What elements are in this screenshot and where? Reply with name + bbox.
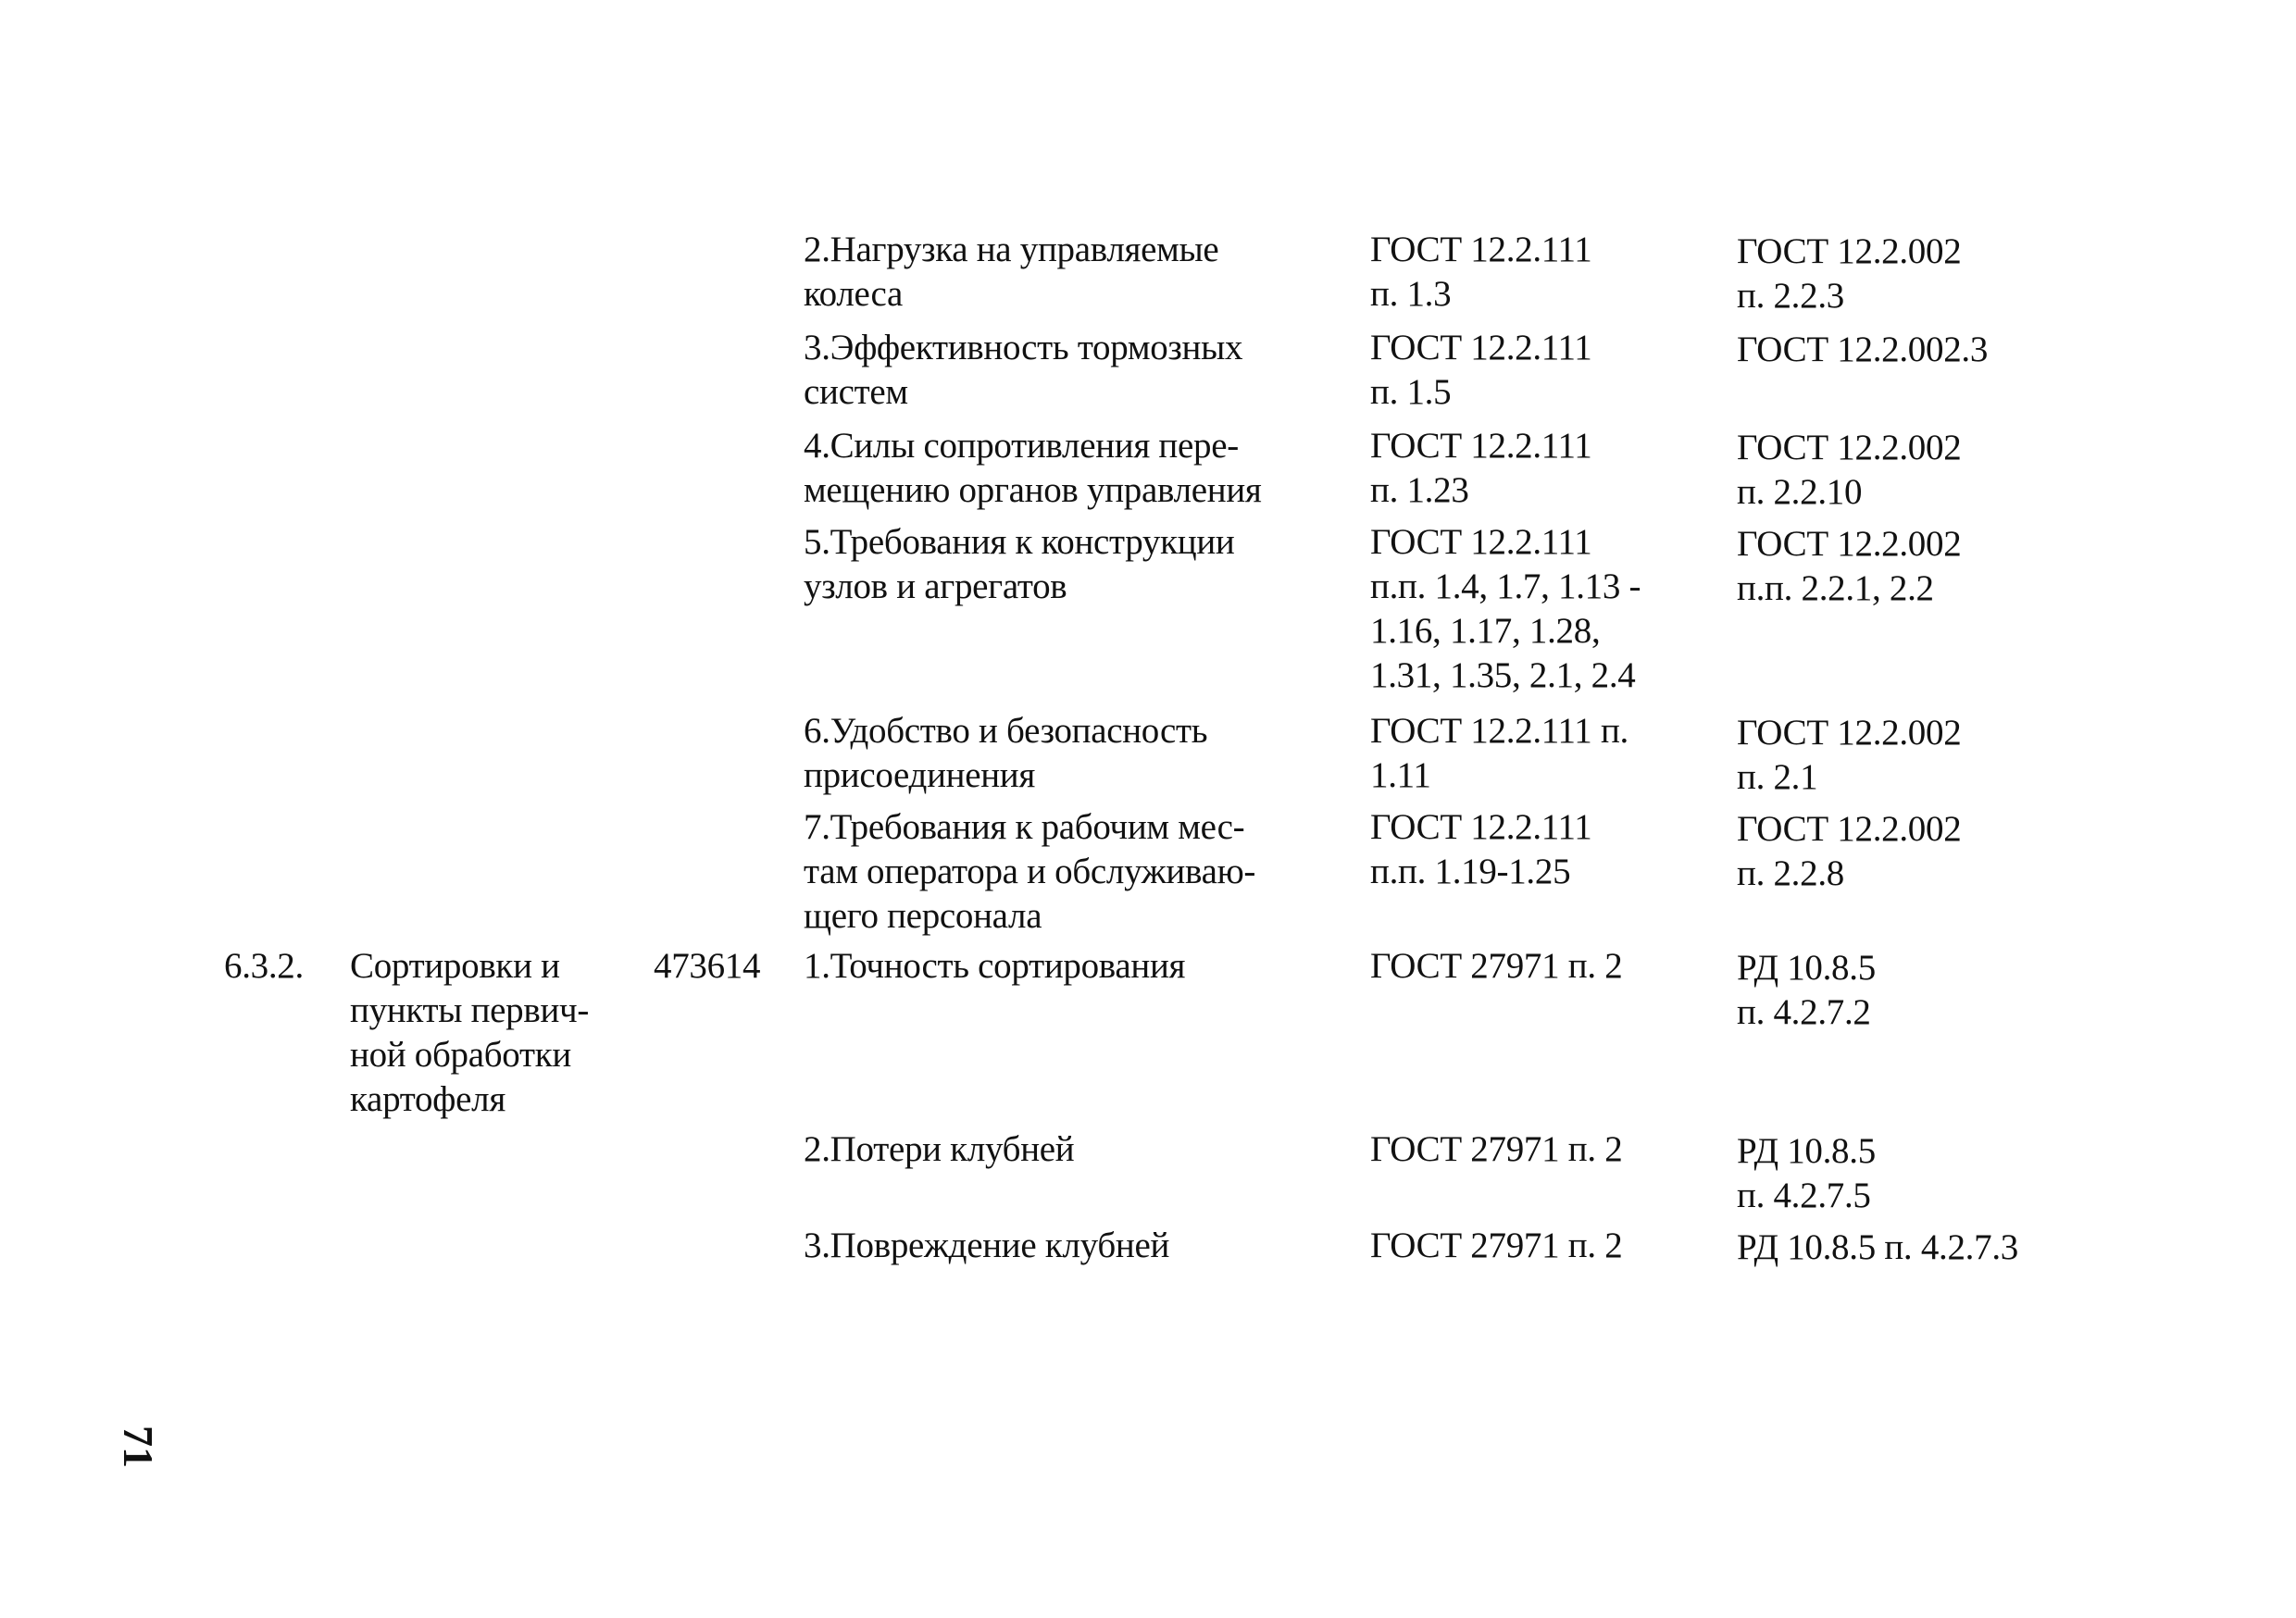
methods-cell: ГОСТ 12.2.002 п. 2.1 — [1737, 713, 1962, 797]
methods-cell: РД 10.8.5 п. 4.2.7.5 — [1737, 1131, 1876, 1215]
methods-cell: ГОСТ 12.2.002 п.п. 2.2.1, 2.2 — [1737, 524, 1962, 608]
requirements-cell: ГОСТ 27971 п. 2 — [1370, 1129, 1623, 1169]
indicator-cell: 5.Требования к конструкции узлов и агрегатов — [804, 522, 1235, 606]
methods-cell: ГОСТ 12.2.002 п. 2.2.3 — [1737, 231, 1962, 316]
indicator-cell: 1.Точность сортирования — [804, 946, 1186, 986]
product-code-cell: 473614 — [654, 946, 761, 986]
methods-cell: ГОСТ 12.2.002 п. 2.2.8 — [1737, 809, 1962, 893]
indicator-cell: 2.Нагрузка на управляемые колеса — [804, 230, 1219, 314]
methods-cell: РД 10.8.5 п. 4.2.7.3 — [1737, 1227, 2018, 1267]
indicator-cell: 7.Требования к рабочим мес- там оператора и обслуживаю- щего персонала — [804, 807, 1256, 936]
indicator-cell: 6.Удобство и безопасность присоединения — [804, 711, 1208, 795]
methods-cell: РД 10.8.5 п. 4.2.7.2 — [1737, 948, 1876, 1032]
product-name-cell: Сортировки и пункты первич- ной обработки картофеля — [350, 946, 590, 1119]
indicator-cell: 2.Потери клубней — [804, 1129, 1075, 1169]
requirements-cell: ГОСТ 27971 п. 2 — [1370, 1226, 1623, 1265]
requirements-cell: ГОСТ 27971 п. 2 — [1370, 946, 1623, 986]
page-number: 71 — [115, 1425, 162, 1468]
requirements-cell: ГОСТ 12.2.111 п.п. 1.4, 1.7, 1.13 - 1.16, 1.17, 1.28, 1.31, 1.35, 2.1, 2.4 — [1370, 522, 1641, 695]
section-number: 6.3.2. — [224, 946, 304, 986]
indicator-cell: 4.Силы сопротивления пере- мещению органов управления — [804, 426, 1262, 510]
requirements-cell: ГОСТ 12.2.111 п. 1.5 — [1370, 328, 1592, 412]
requirements-cell: ГОСТ 12.2.111 п. 1.23 — [1370, 426, 1592, 510]
requirements-cell: ГОСТ 12.2.111 п. 1.11 — [1370, 711, 1628, 795]
requirements-cell: ГОСТ 12.2.111 п. 1.3 — [1370, 230, 1592, 314]
methods-cell: ГОСТ 12.2.002 п. 2.2.10 — [1737, 428, 1962, 512]
indicator-cell: 3.Эффективность тормозных систем — [804, 328, 1243, 412]
indicator-cell: 3.Повреждение клубней — [804, 1226, 1170, 1265]
methods-cell: ГОСТ 12.2.002.3 — [1737, 330, 1989, 369]
requirements-cell: ГОСТ 12.2.111 п.п. 1.19-1.25 — [1370, 807, 1592, 891]
